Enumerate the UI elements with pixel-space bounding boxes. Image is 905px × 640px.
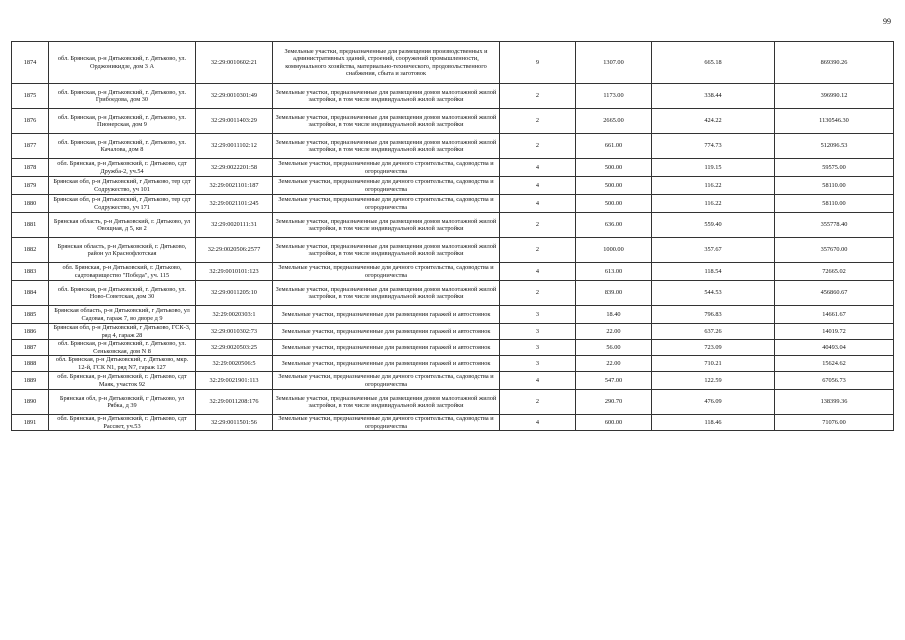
specific-value-cell: 723.09 (652, 340, 775, 356)
table-row (12, 195, 894, 213)
address-cell: Брянская область, р-н Дятьковский, г Дятьково, ул Садовая, гараж 7, во дворе д 9 (49, 306, 196, 324)
use-group-cell: 4 (500, 177, 576, 195)
address-cell: обл. Брянская, р-н Дятьковский, г. Дятьково, ул. Грибоедова, дом 30 (49, 84, 196, 109)
use-group-cell: 2 (500, 238, 576, 263)
row-number-cell: 1884 (12, 281, 49, 306)
table-row (12, 340, 894, 356)
use-group-cell: 2 (500, 281, 576, 306)
cadastral-value-cell: 71076.00 (775, 415, 894, 431)
area-cell: 22.00 (576, 324, 652, 340)
use-group-cell: 3 (500, 324, 576, 340)
address-cell: Брянская обл, р-н Дятьковский, г Дятьково, тер сдт Содружество, уч 171 (49, 195, 196, 213)
use-group-cell: 4 (500, 159, 576, 177)
use-group-cell: 4 (500, 263, 576, 281)
land-use-cell: Земельные участки, предназначенные для размещения домов малоэтажной жилой застройки, в том числе индивидуальной жилой застройки (273, 213, 500, 238)
area-cell: 56.00 (576, 340, 652, 356)
cadastral-number-cell: 32:29:0011102:12 (196, 134, 273, 159)
table-row (12, 263, 894, 281)
use-group-cell: 3 (500, 306, 576, 324)
cadastral-number-cell: 32:29:0010602:21 (196, 42, 273, 84)
cadastral-number-cell: 32:29:0010301:49 (196, 84, 273, 109)
cadastral-number-cell: 32:29:0011501:56 (196, 415, 273, 431)
address-cell: обл. Брянская, р-н Дятьковский, г. Дятьково, садтоварищество "Победа", уч. 115 (49, 263, 196, 281)
table-row (12, 42, 894, 84)
cadastral-value-cell: 59575.00 (775, 159, 894, 177)
cadastral-number-cell: 32:29:0022201:58 (196, 159, 273, 177)
cadastral-number-cell: 32:29:0021101:245 (196, 195, 273, 213)
specific-value-cell: 118.54 (652, 263, 775, 281)
area-cell: 1173.00 (576, 84, 652, 109)
cadastral-value-cell: 355778.40 (775, 213, 894, 238)
use-group-cell: 9 (500, 42, 576, 84)
land-use-cell: Земельные участки, предназначенные для дачного строительства, садоводства и огородничества (273, 372, 500, 390)
land-use-cell: Земельные участки, предназначенные для размещения гаражей и автостоянок (273, 324, 500, 340)
table-row (12, 306, 894, 324)
address-cell: обл. Брянская, р-н Дятьковский, г. Дятьково, сдт Маяк, участок 92 (49, 372, 196, 390)
address-cell: обл. Брянская, р-н Дятьковский, г. Дятьково, сдт Дружба-2, уч.54 (49, 159, 196, 177)
row-number-cell: 1888 (12, 356, 49, 372)
cadastral-value-cell: 357670.00 (775, 238, 894, 263)
land-use-cell: Земельные участки, предназначенные для дачного строительства, садоводства и огородничества (273, 195, 500, 213)
row-number-cell: 1882 (12, 238, 49, 263)
cadastral-value-cell: 58110.00 (775, 177, 894, 195)
row-number-cell: 1877 (12, 134, 49, 159)
land-use-cell: Земельные участки, предназначенные для размещения домов малоэтажной жилой застройки, в том числе индивидуальной жилой застройки (273, 238, 500, 263)
cadastral-value-cell: 456860.67 (775, 281, 894, 306)
specific-value-cell: 118.46 (652, 415, 775, 431)
specific-value-cell: 665.18 (652, 42, 775, 84)
address-cell: Брянская обл, р-н Дятьковский, г Дятьково, тер сдт Содружество, уч 101 (49, 177, 196, 195)
cadastral-value-cell: 512096.53 (775, 134, 894, 159)
cadastral-number-cell: 32:29:0020503:25 (196, 340, 273, 356)
cadastral-value-cell: 396990.12 (775, 84, 894, 109)
area-cell: 661.00 (576, 134, 652, 159)
table-row (12, 213, 894, 238)
specific-value-cell: 559.40 (652, 213, 775, 238)
address-cell: Брянская обл, р-н Дятьковский, г Дятьково, ГСК-3, ряд 4, гараж 28 (49, 324, 196, 340)
land-use-cell: Земельные участки, предназначенные для дачного строительства, садоводства и огородничества (273, 177, 500, 195)
cadastral-value-cell: 72665.02 (775, 263, 894, 281)
area-cell: 2665.00 (576, 109, 652, 134)
area-cell: 613.00 (576, 263, 652, 281)
row-number-cell: 1890 (12, 390, 49, 415)
area-cell: 600.00 (576, 415, 652, 431)
specific-value-cell: 796.83 (652, 306, 775, 324)
cadastral-number-cell: 32:29:0020506:5 (196, 356, 273, 372)
row-number-cell: 1880 (12, 195, 49, 213)
row-number-cell: 1876 (12, 109, 49, 134)
area-cell: 500.00 (576, 159, 652, 177)
specific-value-cell: 544.53 (652, 281, 775, 306)
address-cell: Брянская обл, р-н Дятьковский, г Дятьково, ул Рябка, д 39 (49, 390, 196, 415)
use-group-cell: 2 (500, 109, 576, 134)
cadastral-number-cell: 32:29:0020111:31 (196, 213, 273, 238)
cadastral-value-cell: 40493.04 (775, 340, 894, 356)
row-number-cell: 1886 (12, 324, 49, 340)
specific-value-cell: 476.09 (652, 390, 775, 415)
row-number-cell: 1889 (12, 372, 49, 390)
address-cell: обл. Брянская, р-н Дятьковский, г. Дятьково, ул. Орджоникидзе, дом 3 А (49, 42, 196, 84)
table-row (12, 134, 894, 159)
land-use-cell: Земельные участки, предназначенные для размещения гаражей и автостоянок (273, 340, 500, 356)
use-group-cell: 4 (500, 372, 576, 390)
specific-value-cell: 357.67 (652, 238, 775, 263)
cadastral-value-cell: 14661.67 (775, 306, 894, 324)
cadastral-number-cell: 32:29:0010302:73 (196, 324, 273, 340)
land-use-cell: Земельные участки, предназначенные для размещения гаражей и автостоянок (273, 306, 500, 324)
area-cell: 22.00 (576, 356, 652, 372)
address-cell: обл. Брянская, р-н Дятьковский, г. Дятьково, ул. Сеньковская, дом N 8 (49, 340, 196, 356)
area-cell: 18.40 (576, 306, 652, 324)
cadastral-number-cell: 32:29:0021101:187 (196, 177, 273, 195)
table-row (12, 324, 894, 340)
use-group-cell: 2 (500, 84, 576, 109)
specific-value-cell: 710.21 (652, 356, 775, 372)
table-body (12, 42, 894, 431)
address-cell: обл. Брянская, р-н Дятьковский, г. Дятьково, сдт Рассвет, уч.53 (49, 415, 196, 431)
cadastral-value-cell: 58110.00 (775, 195, 894, 213)
table-row (12, 159, 894, 177)
address-cell: обл. Брянская, р-н Дятьковский, г. Дятьково, ул. Пионерская, дом 9 (49, 109, 196, 134)
address-cell: обл. Брянская, р-н Дятьковский, г. Дятьково, мкр. 12-й, ГСК N1, ряд N7, гараж 127 (49, 356, 196, 372)
specific-value-cell: 122.59 (652, 372, 775, 390)
area-cell: 547.00 (576, 372, 652, 390)
specific-value-cell: 424.22 (652, 109, 775, 134)
row-number-cell: 1881 (12, 213, 49, 238)
area-cell: 1000.00 (576, 238, 652, 263)
cadastral-number-cell: 32:29:0011205:10 (196, 281, 273, 306)
cadastral-number-cell: 32:29:0011403:29 (196, 109, 273, 134)
land-use-cell: Земельные участки, предназначенные для дачного строительства, садоводства и огородничества (273, 159, 500, 177)
cadastral-number-cell: 32:29:0010101:123 (196, 263, 273, 281)
cadastral-value-cell: 14019.72 (775, 324, 894, 340)
area-cell: 500.00 (576, 177, 652, 195)
table-row (12, 109, 894, 134)
specific-value-cell: 116.22 (652, 177, 775, 195)
row-number-cell: 1883 (12, 263, 49, 281)
cadastral-value-cell: 67056.73 (775, 372, 894, 390)
land-use-cell: Земельные участки, предназначенные для размещения домов малоэтажной жилой застройки, в том числе индивидуальной жилой застройки (273, 109, 500, 134)
specific-value-cell: 338.44 (652, 84, 775, 109)
row-number-cell: 1874 (12, 42, 49, 84)
land-use-cell: Земельные участки, предназначенные для размещения гаражей и автостоянок (273, 356, 500, 372)
cadastral-value-cell: 15624.62 (775, 356, 894, 372)
specific-value-cell: 774.73 (652, 134, 775, 159)
cadastral-value-cell: 1130546.30 (775, 109, 894, 134)
use-group-cell: 4 (500, 415, 576, 431)
row-number-cell: 1887 (12, 340, 49, 356)
cadastral-number-cell: 32:29:0020303:1 (196, 306, 273, 324)
address-cell: обл. Брянская, р-н Дятьковский, г. Дятьково, ул. Ново-Советская, дом 30 (49, 281, 196, 306)
row-number-cell: 1878 (12, 159, 49, 177)
area-cell: 839.00 (576, 281, 652, 306)
specific-value-cell: 116.22 (652, 195, 775, 213)
table-row (12, 390, 894, 415)
cadastral-value-table (11, 41, 894, 431)
row-number-cell: 1885 (12, 306, 49, 324)
use-group-cell: 2 (500, 134, 576, 159)
table-row (12, 372, 894, 390)
address-cell: Брянская область, р-н Дятьковский, г. Дятьково, ул Овощная, д 5, кв 2 (49, 213, 196, 238)
use-group-cell: 3 (500, 340, 576, 356)
cadastral-value-cell: 138399.36 (775, 390, 894, 415)
address-cell: обл. Брянская, р-н Дятьковский, г. Дятьково, ул. Качалова, дом 8 (49, 134, 196, 159)
use-group-cell: 3 (500, 356, 576, 372)
land-use-cell: Земельные участки, предназначенные для размещения домов малоэтажной жилой застройки, в том числе индивидуальной жилой застройки (273, 84, 500, 109)
table-row (12, 238, 894, 263)
table-row (12, 84, 894, 109)
land-use-cell: Земельные участки, предназначенные для размещения производственных и административных зданий, строений, сооружений промышленности, коммунального хозяйства, материально-технического, продовольственного снабжения, сбыта и заготовок (273, 42, 500, 84)
cadastral-value-cell: 869390.26 (775, 42, 894, 84)
address-cell: Брянская область, р-н Дятьковский, г. Дятьково, район ул Краснофлотская (49, 238, 196, 263)
land-use-cell: Земельные участки, предназначенные для дачного строительства, садоводства и огородничества (273, 415, 500, 431)
land-use-cell: Земельные участки, предназначенные для размещения домов малоэтажной жилой застройки, в том числе индивидуальной жилой застройки (273, 134, 500, 159)
area-cell: 1307.00 (576, 42, 652, 84)
area-cell: 636.00 (576, 213, 652, 238)
table-row (12, 177, 894, 195)
row-number-cell: 1891 (12, 415, 49, 431)
table-row (12, 356, 894, 372)
land-use-cell: Земельные участки, предназначенные для дачного строительства, садоводства и огородничества (273, 263, 500, 281)
use-group-cell: 2 (500, 390, 576, 415)
use-group-cell: 4 (500, 195, 576, 213)
table-row (12, 415, 894, 431)
land-use-cell: Земельные участки, предназначенные для размещения домов малоэтажной жилой застройки, в том числе индивидуальной жилой застройки (273, 281, 500, 306)
row-number-cell: 1879 (12, 177, 49, 195)
use-group-cell: 2 (500, 213, 576, 238)
specific-value-cell: 119.15 (652, 159, 775, 177)
area-cell: 500.00 (576, 195, 652, 213)
row-number-cell: 1875 (12, 84, 49, 109)
page-number: 99 (883, 17, 891, 26)
cadastral-number-cell: 32:29:0020506:2577 (196, 238, 273, 263)
land-use-cell: Земельные участки, предназначенные для размещения домов малоэтажной жилой застройки, в том числе индивидуальной жилой застройки (273, 390, 500, 415)
area-cell: 290.70 (576, 390, 652, 415)
cadastral-number-cell: 32:29:0021901:113 (196, 372, 273, 390)
cadastral-number-cell: 32:29:0011208:176 (196, 390, 273, 415)
table-row (12, 281, 894, 306)
specific-value-cell: 637.26 (652, 324, 775, 340)
